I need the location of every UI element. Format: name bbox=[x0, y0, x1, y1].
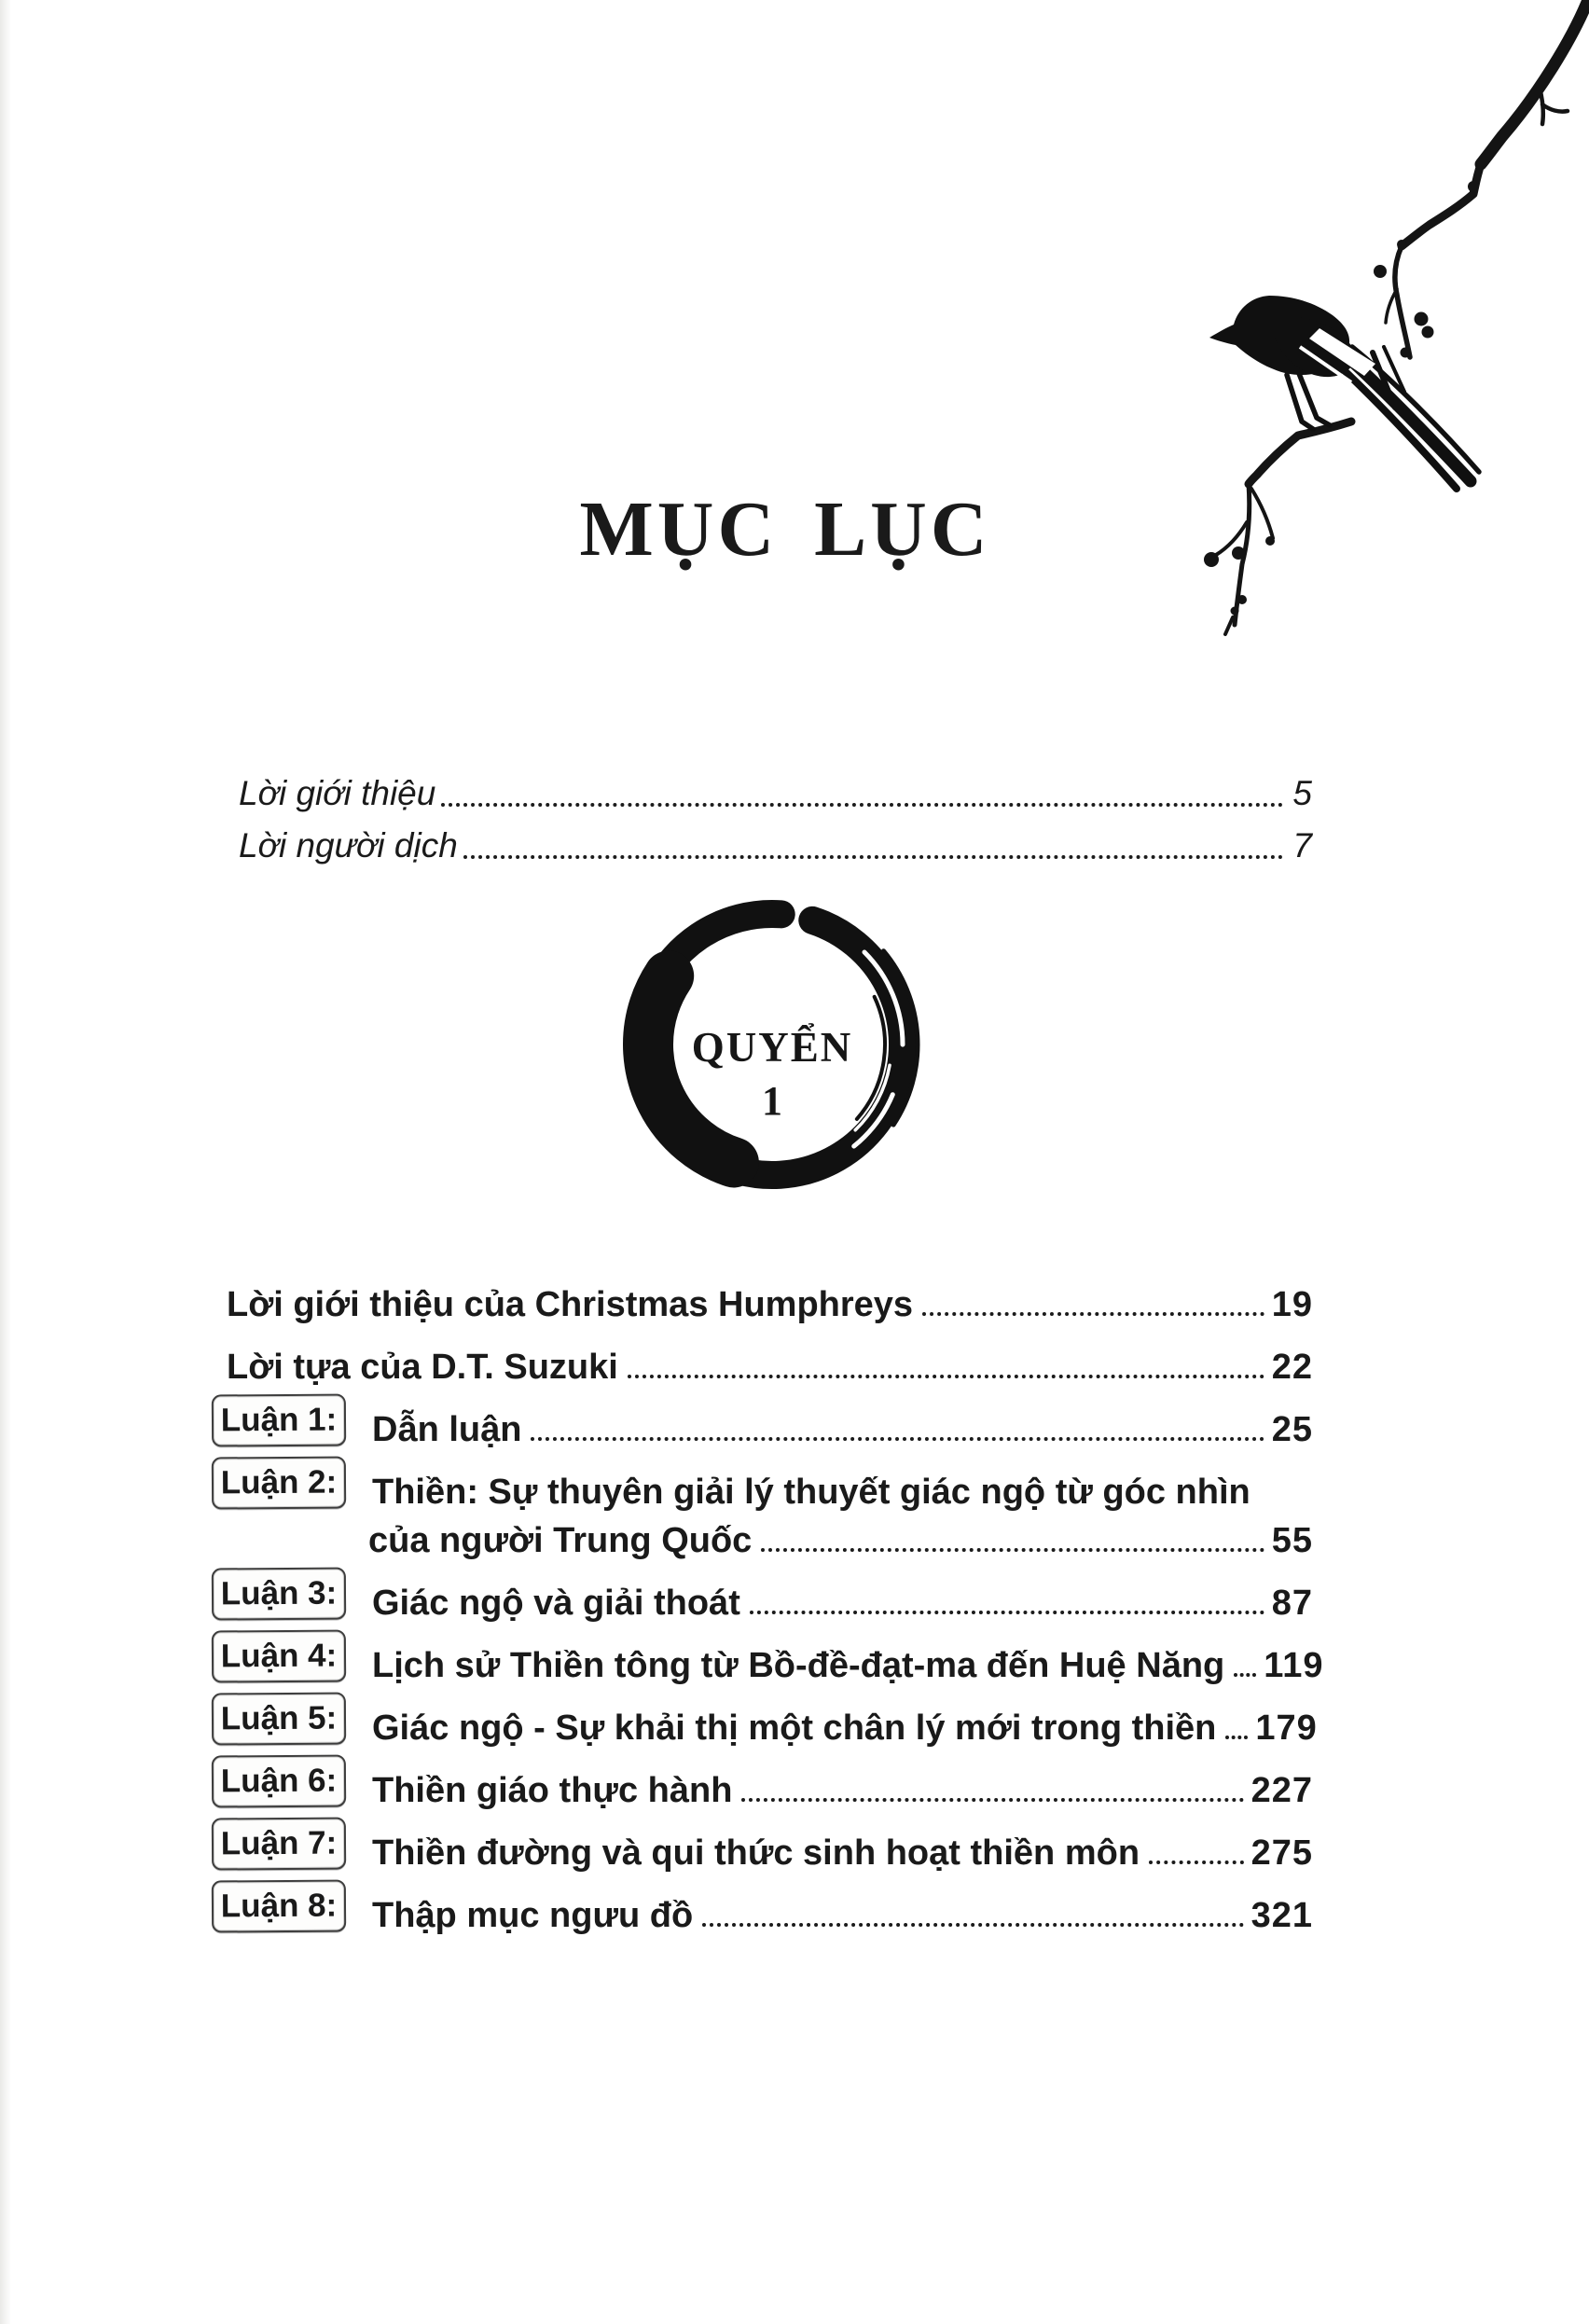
toc-list bbox=[212, 1263, 1324, 1936]
entry-title: Thiền đường và qui thức sinh hoạt thiền môn bbox=[372, 1833, 1140, 1873]
page-number: 5 bbox=[1292, 774, 1313, 812]
entry-title: Lịch sử Thiền tông từ Bồ-đề-đạt-ma đến Huệ Năng bbox=[372, 1646, 1225, 1685]
toc-entry-continuation bbox=[212, 1513, 1313, 1561]
toc-entry bbox=[212, 1624, 1324, 1686]
dot-leader bbox=[1225, 1736, 1248, 1739]
dot-leader bbox=[761, 1548, 1264, 1552]
chapter-label: Luận 7: bbox=[212, 1817, 346, 1870]
page-number: 275 bbox=[1250, 1833, 1313, 1873]
scan-edge-shadow bbox=[0, 0, 11, 2324]
entry-title-line2: của người Trung Quốc bbox=[368, 1521, 753, 1560]
bird-silhouette bbox=[1209, 296, 1479, 489]
page-number: 119 bbox=[1264, 1646, 1324, 1685]
toc-entry bbox=[212, 1561, 1313, 1624]
enso-circle-illustration bbox=[608, 877, 936, 1214]
page-number: 87 bbox=[1271, 1584, 1313, 1623]
entry-title: Giác ngộ - Sự khải thị một chân lý mới trong thiền bbox=[372, 1708, 1217, 1748]
toc-entry bbox=[212, 1874, 1313, 1936]
intro-entry-label: Lời người dịch bbox=[239, 826, 458, 865]
toc-entry bbox=[212, 1263, 1313, 1325]
page-number: 179 bbox=[1255, 1708, 1318, 1748]
page-number: 55 bbox=[1271, 1521, 1313, 1560]
entry-title: Dẫn luận bbox=[372, 1410, 522, 1449]
dot-leader bbox=[628, 1375, 1264, 1378]
entry-title: Giác ngộ và giải thoát bbox=[372, 1584, 740, 1623]
entry-title: Thập mục ngưu đồ bbox=[372, 1896, 694, 1935]
entry-title: Lời giới thiệu của Christmas Humphreys bbox=[227, 1285, 914, 1324]
dot-leader bbox=[750, 1611, 1264, 1614]
chapter-label: Luận 6: bbox=[212, 1754, 346, 1807]
dot-leader bbox=[1149, 1861, 1244, 1864]
dot-leader bbox=[1234, 1673, 1256, 1677]
toc-entry bbox=[212, 1450, 1313, 1513]
page-number: 7 bbox=[1292, 826, 1313, 865]
enso-number: 1 bbox=[762, 1078, 782, 1124]
page-number: 227 bbox=[1250, 1771, 1313, 1810]
toc-entry bbox=[212, 1811, 1313, 1874]
page-number: 25 bbox=[1271, 1410, 1313, 1449]
bird-branch-illustration bbox=[1160, 0, 1589, 653]
dot-leader bbox=[441, 803, 1283, 807]
entry-title: Thiền: Sự thuyên giải lý thuyết giác ngộ từ góc nhìn bbox=[372, 1473, 1250, 1512]
dot-leader bbox=[922, 1312, 1264, 1316]
enso-word: QUYỂN bbox=[691, 1024, 853, 1071]
toc-entry bbox=[212, 1749, 1313, 1811]
dot-leader bbox=[463, 855, 1284, 859]
chapter-label: Luận 8: bbox=[212, 1879, 346, 1932]
intro-toc-list bbox=[239, 761, 1313, 865]
dot-leader bbox=[702, 1923, 1243, 1927]
entry-title: Thiền giáo thực hành bbox=[372, 1771, 733, 1810]
dot-leader bbox=[531, 1437, 1264, 1441]
intro-entry bbox=[239, 761, 1313, 813]
page-title: MỤC LỤC bbox=[579, 486, 991, 573]
dot-leader bbox=[741, 1798, 1243, 1802]
chapter-label: Luận 5: bbox=[212, 1692, 346, 1745]
toc-entry bbox=[212, 1388, 1313, 1450]
intro-entry bbox=[239, 813, 1313, 865]
chapter-label: Luận 1: bbox=[212, 1393, 346, 1446]
intro-entry-label: Lời giới thiệu bbox=[239, 774, 436, 812]
page-number: 22 bbox=[1271, 1348, 1313, 1387]
toc-entry bbox=[212, 1686, 1318, 1749]
page-number: 321 bbox=[1250, 1896, 1313, 1935]
entry-title: Lời tựa của D.T. Suzuki bbox=[227, 1348, 618, 1387]
chapter-label: Luận 2: bbox=[212, 1456, 346, 1509]
chapter-label: Luận 4: bbox=[212, 1629, 346, 1682]
page-number: 19 bbox=[1271, 1285, 1313, 1324]
toc-entry bbox=[212, 1325, 1313, 1388]
chapter-label: Luận 3: bbox=[212, 1567, 346, 1620]
